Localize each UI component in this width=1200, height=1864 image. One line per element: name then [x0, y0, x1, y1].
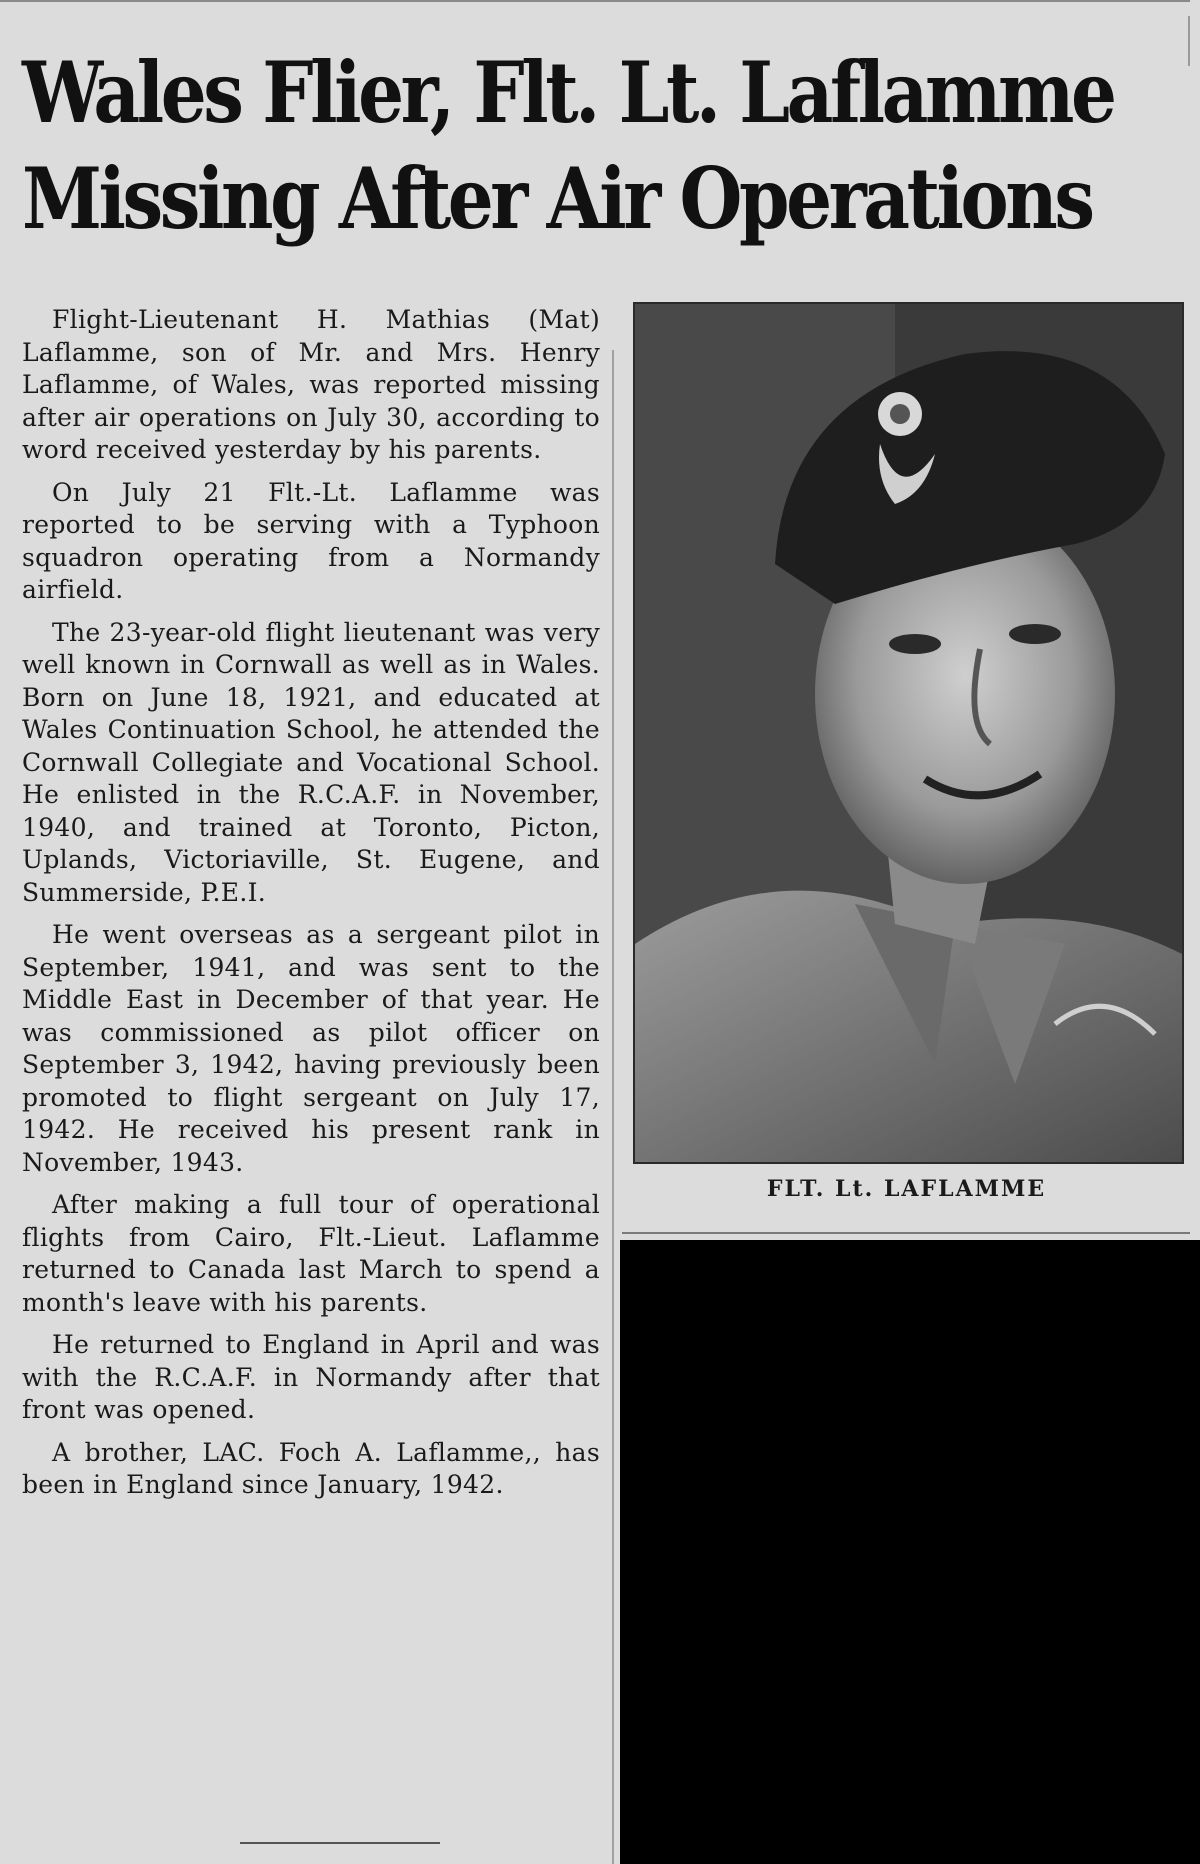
article-paragraph: A brother, LAC. Foch A. Laflamme,, has been in England since January, 1942. — [22, 1437, 600, 1499]
article-end-rule — [240, 1842, 440, 1844]
caption-rule — [622, 1232, 1190, 1234]
redacted-block — [620, 1240, 1200, 1864]
article-paragraph: The 23-year-old flight lieutenant was very well known in Cornwall as well as in Wales. Born on June 18, 1921, and educated at Wales Continuation School, he attended the Cornwall Collegiate and Vocational School. He enlisted in the R.C.A.F. in November, 1940, and trained at Toronto, Picton, Uplands, Victoriaville, St. Eugene, and Summerside, P.E.I. — [22, 617, 600, 907]
article-paragraph: After making a full tour of operational flights from Cairo, Flt.-Lieut. Laflamme returned to Canada last March to spend a month's leave with his parents. — [22, 1190, 600, 1317]
top-rule — [0, 0, 1190, 2]
headline-line-2: Missing After Air Operations — [22, 149, 1092, 248]
right-eye — [1009, 624, 1061, 644]
headline — [22, 40, 1114, 252]
column-edge-rule — [1188, 16, 1190, 66]
article-paragraph: On July 21 Flt.-Lt. Laflamme was reported to be serving with a Typhoon squadron operating from a Normandy airfield. — [22, 477, 600, 604]
column-rule — [612, 350, 614, 1864]
portrait-illustration — [635, 304, 1182, 1162]
article-paragraph: He returned to England in April and was with the R.C.A.F. in Normandy after that front was opened. — [22, 1330, 600, 1424]
photo-caption: FLT. Lt. LAFLAMME — [766, 1176, 1047, 1202]
headline-line-1: Wales Flier, Flt. Lt. Laflamme — [22, 43, 1114, 142]
article-paragraph: He went overseas as a sergeant pilot in September, 1941, and was sent to the Middle East in December of that year. He was commissioned as pilot officer on September 3, 1942, having previously been promoted to flight sergeant on July 17, 1942. He received his present rank in November, 1943. — [22, 920, 600, 1177]
article-paragraph: Flight-Lieutenant H. Mathias (Mat) Laflamme, son of Mr. and Mrs. Henry Laflamme, of Wales, was reported missing after air operations on July 30, according to word received yesterday by his parents. — [22, 305, 600, 464]
portrait-photo — [633, 302, 1184, 1164]
left-eye — [889, 634, 941, 654]
article-body — [22, 304, 600, 1512]
